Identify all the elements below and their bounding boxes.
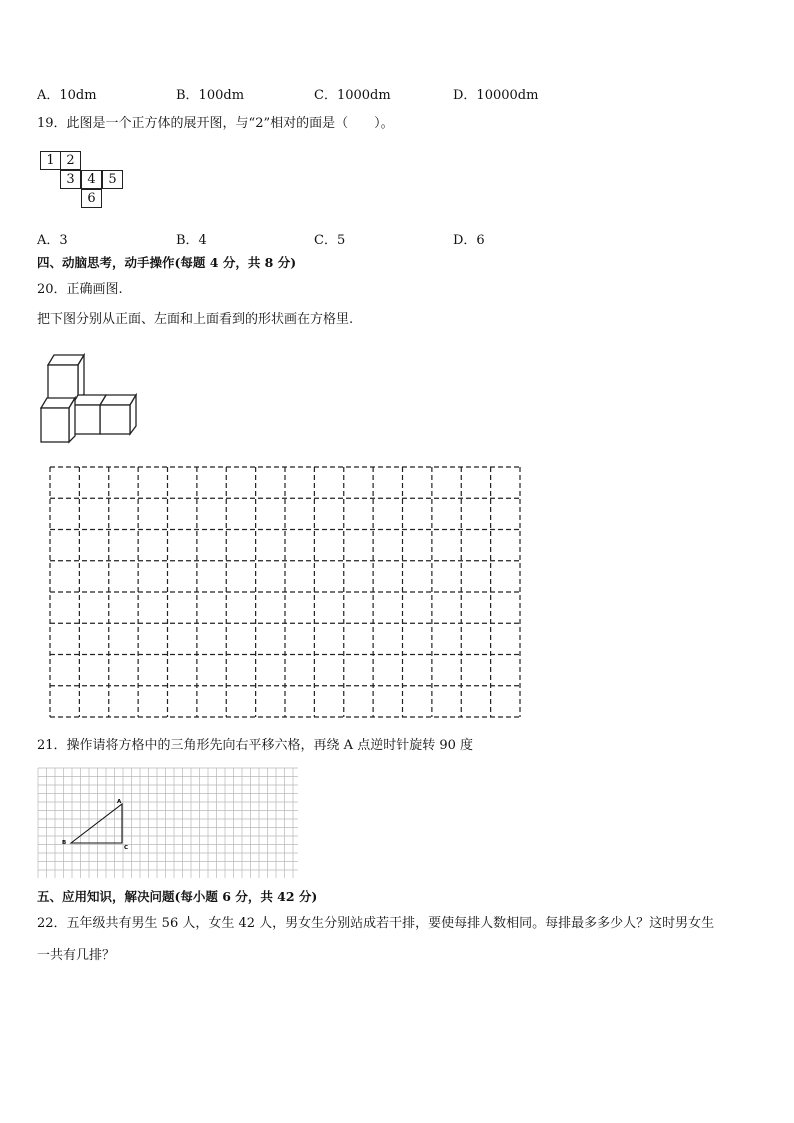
q18-option-c: C．1000dm (314, 88, 391, 103)
q19-option-a: A．3 (37, 233, 68, 248)
q19-option-d: D．6 (453, 233, 485, 248)
q18-option-a: A．10dm (37, 88, 97, 103)
q20-number: 20．正确画图. (37, 282, 123, 297)
section5-title: 五、应用知识，解决问题(每小题 6 分，共 42 分) (37, 889, 318, 904)
cube-net (40, 151, 130, 209)
net-face-5: 5 (102, 170, 123, 189)
answer-grid (49, 466, 521, 718)
q22-line1: 22．五年级共有男生 56 人，女生 42 人，男女生分别站成若干排，要使每排人数相同。每排最多多少人？这时男女生 (37, 916, 715, 931)
net-face-2: 2 (60, 151, 81, 170)
q19-option-b: B．4 (176, 233, 207, 248)
cube-stack-figure (38, 352, 138, 447)
triangle-grid (38, 768, 300, 880)
net-face-4: 4 (81, 170, 102, 189)
q19-question: 19．此图是一个正方体的展开图，与“2”相对的面是（ ）。 (37, 116, 394, 131)
q18-option-b: B．100dm (176, 88, 245, 103)
section4-title: 四、动脑思考，动手操作(每题 4 分，共 8 分) (37, 255, 297, 270)
q20-instruction: 把下图分别从正面、左面和上面看到的形状画在方格里. (37, 312, 354, 327)
label-b: B (62, 840, 67, 846)
q22-line2: 一共有几排？ (37, 948, 116, 963)
label-c: C (124, 845, 129, 851)
net-face-3: 3 (60, 170, 81, 189)
q19-option-c: C．5 (314, 233, 346, 248)
q21-question: 21．操作请将方格中的三角形先向右平移六格，再绕 A 点逆时针旋转 90 度 (37, 738, 474, 753)
q18-option-d: D．10000dm (453, 88, 539, 103)
net-face-1: 1 (40, 151, 61, 170)
label-a: A (117, 799, 122, 805)
net-face-6: 6 (81, 189, 102, 208)
